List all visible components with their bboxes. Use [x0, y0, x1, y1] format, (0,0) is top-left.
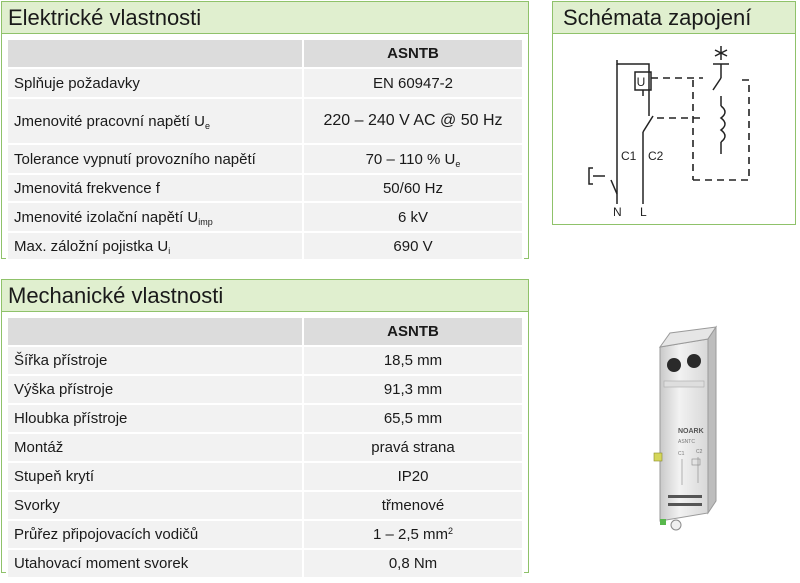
coil-label: U	[636, 75, 646, 89]
electrical-properties-panel	[1, 1, 529, 259]
row-label: Utahovací moment svorek	[7, 549, 303, 578]
device-product-image	[630, 325, 740, 545]
breaker-switch	[713, 78, 721, 90]
row-label: Jmenovité pracovní napětí $U_e$	[7, 98, 303, 144]
device-brand-label: NOARK	[678, 428, 704, 435]
row-value: 690 V	[303, 232, 523, 260]
row-value: 220 – 240 V AC @ 50 Hz	[303, 98, 523, 144]
row-label: Max. záložní pojistka $U_i$	[7, 232, 303, 260]
indicator-tab	[654, 453, 662, 461]
wiring-diagram-title: Schémata zapojení	[553, 2, 795, 34]
row-label: Průřez připojovacích vodičů	[7, 520, 303, 549]
table-header-row	[7, 39, 523, 68]
row-label: Výška přístroje	[7, 375, 303, 404]
column-header: ASNTB	[303, 317, 523, 346]
row-label: Svorky	[7, 491, 303, 520]
table-row	[7, 202, 523, 232]
row-label: Jmenovitá frekvence f	[7, 174, 303, 202]
device-c1-label: C1	[678, 451, 685, 457]
row-label: Hloubka přístroje	[7, 404, 303, 433]
row-value: 18,5 mm	[303, 346, 523, 375]
n-bracket	[589, 168, 593, 184]
device-side	[708, 327, 716, 513]
row-label: Jmenovité izolační napětí $U_{imp}$	[7, 202, 303, 232]
row-value: 1 – 2,5 $mm^2$	[303, 520, 523, 549]
row-label: Splňuje požadavky	[7, 68, 303, 98]
table-row	[7, 433, 523, 462]
mechanical-properties-title: Mechanické vlastnosti	[2, 280, 528, 312]
row-value: třmenové	[303, 491, 523, 520]
terminal-label-l: L	[640, 205, 647, 219]
table-row	[7, 174, 523, 202]
row-value: 70 – 110 % $U_e$	[303, 144, 523, 174]
table-row	[7, 68, 523, 98]
row-label: Stupeň krytí	[7, 462, 303, 491]
table-row	[7, 375, 523, 404]
table-row	[7, 232, 523, 260]
header-empty-cell	[7, 317, 303, 346]
row-label: Šířka přístroje	[7, 346, 303, 375]
table-row	[7, 404, 523, 433]
row-value: IP20	[303, 462, 523, 491]
mechanical-properties-panel	[1, 279, 529, 573]
device-model-label: ASNTC	[678, 439, 695, 445]
screw-bottom	[671, 520, 681, 530]
table-header-row	[7, 317, 523, 346]
table-row	[7, 144, 523, 174]
electrical-properties-title: Elektrické vlastnosti	[2, 2, 528, 34]
contact-label-c1: C1	[621, 149, 637, 163]
table-row	[7, 520, 523, 549]
electrical-properties-table	[6, 38, 524, 261]
row-label: Montáž	[7, 433, 303, 462]
screw-top-left	[667, 358, 681, 372]
bottom-slot-a	[668, 495, 702, 498]
top-slot	[664, 381, 704, 387]
table-row	[7, 491, 523, 520]
mechanical-properties-table	[6, 316, 524, 579]
table-row	[7, 346, 523, 375]
wiring-diagram	[553, 34, 795, 222]
row-value: 6 kV	[303, 202, 523, 232]
screw-top-right	[687, 354, 701, 368]
row-value: 50/60 Hz	[303, 174, 523, 202]
terminal-label-n: N	[613, 205, 622, 219]
row-value: 91,3 mm	[303, 375, 523, 404]
device-c2-label: C2	[696, 449, 703, 455]
row-value: pravá strana	[303, 433, 523, 462]
table-row	[7, 462, 523, 491]
n-switch-contact	[611, 180, 617, 194]
switch-contact	[643, 116, 653, 132]
bottom-slot-b	[668, 503, 702, 506]
wiring-diagram-panel	[552, 1, 796, 225]
row-label: Tolerance vypnutí provozního napětí	[7, 144, 303, 174]
breaker-coil	[721, 106, 725, 142]
row-value: 65,5 mm	[303, 404, 523, 433]
row-value: EN 60947-2	[303, 68, 523, 98]
header-empty-cell	[7, 39, 303, 68]
contact-label-c2: C2	[648, 149, 664, 163]
column-header: ASNTB	[303, 39, 523, 68]
table-row	[7, 98, 523, 144]
green-marker	[660, 519, 666, 525]
row-value: 0,8 Nm	[303, 549, 523, 578]
